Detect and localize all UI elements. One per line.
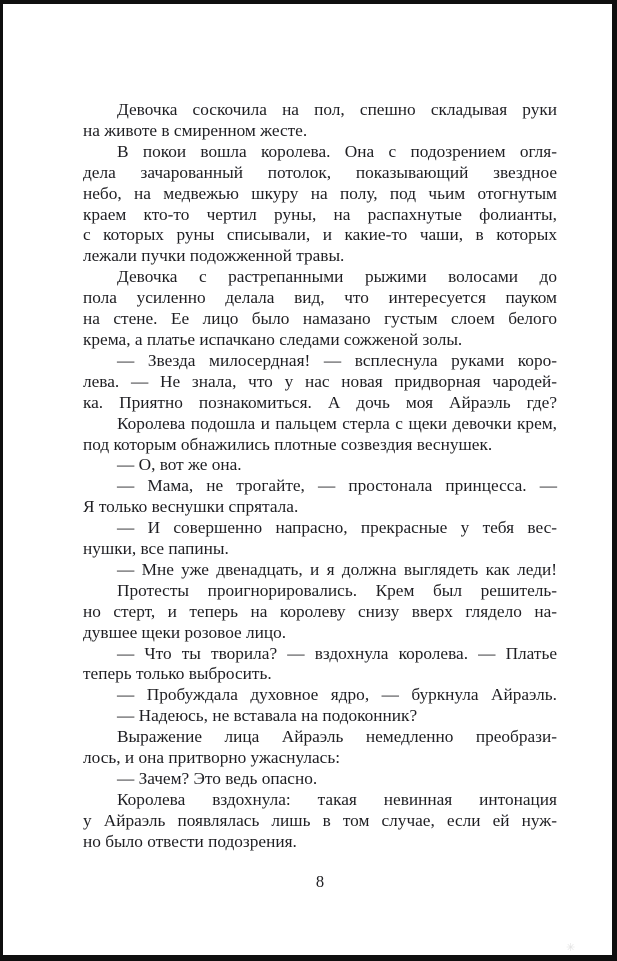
text-line: небо, на медвежью шкуру на полу, под чьим отогнутым	[83, 183, 557, 203]
text-line: лось, и она притворно ужаснулась:	[83, 748, 341, 768]
text-line: с которых руны списывали, и какие-то чаши, в которых	[83, 225, 557, 245]
text-line: Я только веснушки спрятала.	[83, 497, 299, 517]
page-text	[83, 100, 557, 853]
text-line: — Мне уже двенадцать, и я должна выглядеть как леди!	[117, 559, 557, 579]
text-line: В покои вошла королева. Она с подозрением огля-	[117, 141, 557, 161]
text-line: теперь только выбросить.	[83, 664, 272, 684]
text-line: — И совершенно напрасно, прекрасные у тебя вес-	[117, 518, 557, 538]
text-line: но было отвести подозрения.	[83, 831, 297, 851]
text-line: Протесты проигнорировались. Крем был решитель-	[117, 580, 557, 600]
text-line: дела зачарованный потолок, показывающий звездное	[83, 162, 557, 182]
text-line: Выражение лица Айраэль немедленно преобрази-	[117, 727, 557, 747]
text-line: — Что ты творила? — вздохнула королева. — Платье	[117, 643, 557, 663]
text-line: но стерт, и теперь на королеву снизу вверх глядело на-	[83, 601, 557, 621]
text-line: лева. — Не знала, что у нас новая придворная чародей-	[83, 371, 557, 391]
text-line: под которым обнажились плотные созвездия веснушек.	[83, 434, 493, 454]
text-line: — Мама, не трогайте, — простонала принцесса. —	[117, 476, 557, 496]
text-line: — Зачем? Это ведь опасно.	[117, 769, 318, 788]
text-line: у Айраэль появлялась лишь в том случае, если ей нуж-	[83, 810, 557, 830]
text-line: Девочка с растрепанными рыжими волосами до	[117, 267, 557, 287]
text-line: дувшее щеки розовое лицо.	[83, 622, 287, 642]
text-line: нушки, все папины.	[83, 539, 229, 559]
text-line: Королева вздохнула: такая невинная интонация	[117, 789, 557, 809]
text-line: пола усиленно делала вид, что интересуется пауком	[83, 288, 557, 308]
text-line: ка. Приятно познакомиться. А дочь моя Айраэль где?	[83, 392, 557, 412]
text-line: краем кто-то чертил руны, на распахнутые фолианты,	[83, 204, 557, 224]
text-line: — Звезда милосердная! — всплеснула руками коро-	[117, 350, 557, 370]
text-line: Девочка соскочила на пол, спешно складывая руки	[117, 100, 557, 119]
text-line: — Пробуждала духовное ядро, — буркнула Айраэль.	[117, 685, 557, 705]
text-line: — Надеюсь, не вставала на подоконник?	[117, 706, 418, 726]
page-number: 8	[315, 872, 325, 891]
faint-watermark: ✳	[566, 942, 576, 954]
text-line: — О, вот же она.	[117, 455, 242, 475]
text-line: на стене. Ее лицо было намазано густым слоем белого	[83, 309, 557, 329]
text-line: Королева подошла и пальцем стерла с щеки девочки крем,	[117, 413, 557, 433]
text-line: лежали пучки подожженной травы.	[83, 246, 345, 266]
text-line: крема, а платье испачкано следами сожженой золы.	[83, 329, 463, 349]
text-line: на животе в смиренном жесте.	[83, 120, 308, 140]
